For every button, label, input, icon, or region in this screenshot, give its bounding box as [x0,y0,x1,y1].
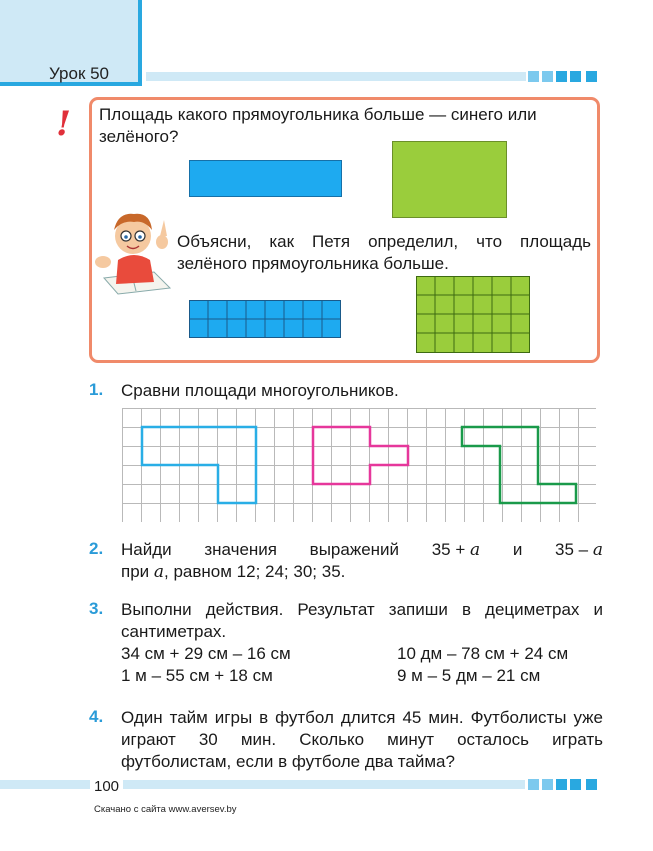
header-square [570,71,581,82]
green-rectangle [392,141,507,218]
task-3-text: Выполни действия. Результат запиши в дециметрах и сантиметрах. [121,600,603,641]
header-stripe [146,72,526,81]
page-number: 100 [94,778,120,795]
lesson-header [0,0,142,86]
footer-square [556,779,567,790]
task-number: 1. [89,380,104,399]
header-square [586,71,597,82]
polygons-grid [122,408,596,522]
footer-stripe [123,780,525,789]
task-2-text: Найди значения выражений 35 + a и 35 – a при a, равном 12; 24; 30; 35. [121,540,603,582]
exclamation-icon: ! [56,104,71,144]
green-grid-rectangle [416,276,530,353]
expression: 34 см + 29 см – 16 см [121,644,291,663]
footer-square [570,779,581,790]
boy-illustration [92,200,178,296]
task-1-text: Сравни площади многоугольников. [121,381,399,400]
download-credit: Скачано с сайта www.aversev.by [94,804,237,815]
blue-rectangle [189,160,342,197]
footer-stripe [0,780,90,789]
intro-question: Площадь какого прямоугольника больше — синего или зелёного? [99,105,537,146]
header-square [542,71,553,82]
task-2-expr: 35 + a [431,540,481,560]
header-square [556,71,567,82]
task-number: 3. [89,599,104,618]
lesson-title: Урок 50 [49,64,110,83]
task-number: 2. [89,539,104,558]
task-2-word: выражений [309,540,400,559]
intro-explain: Объясни, как Петя определил, что площадь зелёного прямоугольника больше. [177,232,591,273]
task-number: 4. [89,707,104,726]
blue-grid-rectangle [189,300,341,338]
expression: 10 дм – 78 см + 24 см [397,644,569,663]
task-2-word: и [512,540,523,559]
task-2-word: значения [204,540,277,559]
task-2-expr: 35 – a [555,540,603,560]
header-square [528,71,539,82]
footer-square [528,779,539,790]
expression: 9 м – 5 дм – 21 см [397,666,541,685]
footer-square [542,779,553,790]
footer-square [586,779,597,790]
expression: 1 м – 55 см + 18 см [121,666,273,685]
task-2-word: Найди [121,540,172,559]
task-4-text: Один тайм игры в футбол длится 45 мин. Футболисты уже играют 30 мин. Сколько минут осталось играть футболистам, если в футболе два тайма? [121,708,603,771]
